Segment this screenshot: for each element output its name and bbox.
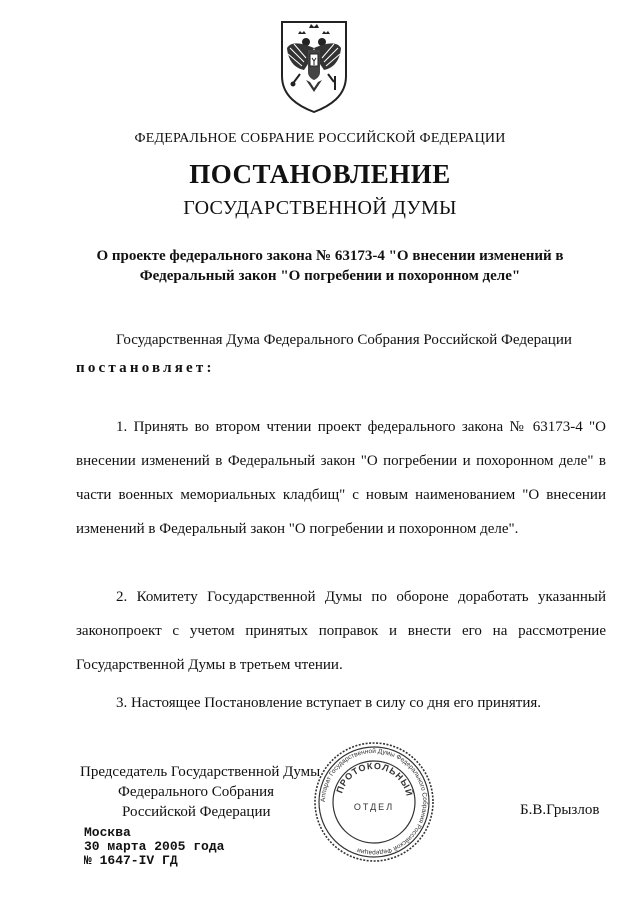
item-3-paragraph: 3. Настоящее Постановление вступает в силу со дня его принятия. <box>116 695 542 711</box>
intro-paragraph: Государственная Дума Федерального Собрания Российской Федерации <box>116 332 572 348</box>
russian-coat-of-arms-icon <box>278 18 350 114</box>
footer-date: 30 марта 2005 года <box>84 839 225 854</box>
footer-number: № 1647-IV ГД <box>84 853 178 868</box>
footer-city: Москва <box>84 825 131 840</box>
signature-block <box>80 762 320 822</box>
svg-text:ПРОТОКОЛЬНЫЙ <box>334 761 415 798</box>
signature-line-3: Российской Федерации <box>122 804 271 820</box>
signer-name: Б.В.Грызлов <box>520 802 600 818</box>
document-subject: О проекте федерального закона № 63173-4 "О внесении изменений в Федеральный закон "О погребении и похоронном деле" <box>96 248 564 284</box>
seal-center-text: ОТДЕЛ <box>353 802 395 812</box>
official-seal <box>312 740 436 864</box>
document-footer <box>84 826 224 868</box>
seal-outer-text: Аппарат Государственной Думы Федерального Собрания Российской Федерации <box>319 747 429 857</box>
seal-inner-text: ПРОТОКОЛЬНЫЙ <box>334 760 415 798</box>
organization-name: ФЕДЕРАЛЬНОЕ СОБРАНИЕ РОССИЙСКОЙ ФЕДЕРАЦИИ <box>134 131 506 146</box>
signature-line-2: Федерального Собрания <box>118 784 275 800</box>
item-1-paragraph: 1. Принять во втором чтении проект федерального закона № 63173-4 "О внесении изменений в Федеральный закон "О погребении и похоронном деле" в части военных мемориальных кладбищ" с новым наименованием "О внесении изменений в Федеральный закон "О погребении и похоронном деле". <box>76 419 606 537</box>
decree-word: постановляет: <box>76 360 215 376</box>
document-title: ПОСТАНОВЛЕНИЕ <box>189 159 451 189</box>
signature-line-1: Председатель Государственной Думы <box>80 764 321 780</box>
item-2-paragraph: 2. Комитету Государственной Думы по обороне доработать указанный законопроект с учетом принятых поправок и внести его на рассмотрение Государственной Думы в третьем чтении. <box>76 589 606 673</box>
document-subtitle: ГОСУДАРСТВЕННОЙ ДУМЫ <box>183 197 457 219</box>
